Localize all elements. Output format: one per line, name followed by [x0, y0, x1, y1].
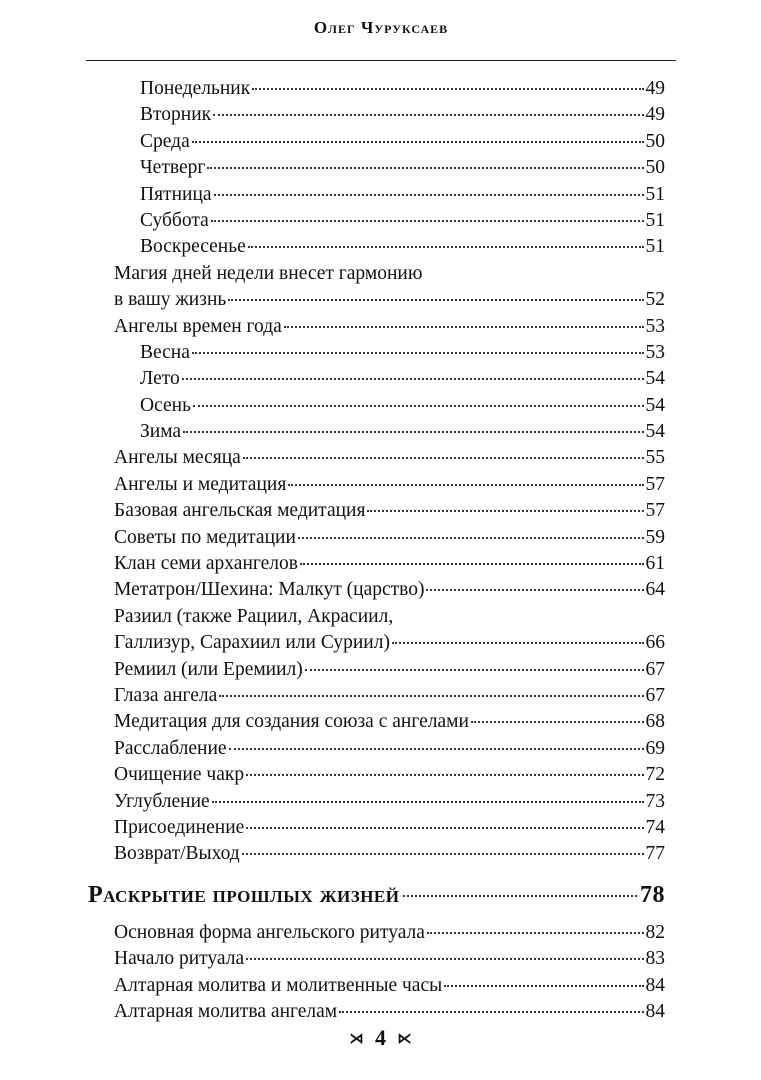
- toc-entry-title: Глаза ангела: [114, 684, 218, 706]
- toc-entry[interactable]: [0, 474, 665, 500]
- toc-entry-page: 51: [645, 209, 665, 231]
- toc-entry[interactable]: [0, 791, 665, 817]
- table-of-contents: [0, 78, 761, 1027]
- dot-leader: [284, 326, 644, 328]
- dot-leader: [183, 431, 643, 433]
- toc-entry-title: Очищение чакр: [114, 764, 245, 786]
- toc-entry[interactable]: [0, 500, 665, 526]
- toc-entry-title: Советы по медитации: [114, 526, 296, 548]
- toc-entry[interactable]: [0, 685, 665, 711]
- dot-leader: [192, 352, 644, 354]
- dot-leader: [207, 167, 643, 169]
- dot-leader: [427, 932, 644, 934]
- dot-leader: [243, 457, 644, 459]
- toc-entry[interactable]: [0, 632, 665, 658]
- toc-entry-title: Алтарная молитва ангелам: [114, 1000, 338, 1022]
- dot-leader: [212, 801, 644, 803]
- toc-entry[interactable]: [0, 1001, 665, 1027]
- toc-entry-title: Ремиил (или Еремиил): [114, 658, 303, 680]
- running-header: Олег Чуруксаев: [313, 18, 449, 37]
- toc-entry-title: Возврат/Выход: [114, 843, 240, 865]
- toc-entry-page: 57: [645, 473, 665, 495]
- toc-entry-page: 61: [645, 553, 665, 575]
- ornament-left-icon: ⋊: [349, 1032, 364, 1048]
- toc-entry[interactable]: [0, 606, 665, 632]
- toc-entries: [0, 78, 761, 870]
- page-footer: [0, 1025, 761, 1051]
- toc-entry-title: Ангелы и медитация: [114, 473, 287, 495]
- toc-entry-page: 64: [645, 579, 665, 601]
- toc-section-entries: [0, 922, 761, 1028]
- toc-entry-page: 59: [645, 526, 665, 548]
- dot-leader: [252, 88, 643, 90]
- toc-entry-title: Зима: [140, 421, 182, 443]
- toc-entry-page: 74: [645, 816, 665, 838]
- toc-entry-page: 68: [645, 711, 665, 733]
- dot-leader: [211, 220, 644, 222]
- toc-entry-title: Ангелы месяца: [114, 447, 241, 469]
- toc-entry-title: Разиил (также Рациил, Акрасиил,: [114, 605, 394, 627]
- toc-entry[interactable]: [0, 342, 665, 368]
- dot-leader: [246, 827, 643, 829]
- toc-entry-page: 69: [645, 737, 665, 759]
- toc-entry[interactable]: [0, 316, 665, 342]
- toc-entry-page: 54: [645, 421, 665, 443]
- toc-entry-page: 50: [645, 130, 665, 152]
- dot-leader: [228, 299, 643, 301]
- toc-entry[interactable]: [0, 421, 665, 447]
- dot-leader: [246, 958, 643, 960]
- toc-entry-title: Вторник: [140, 104, 212, 126]
- toc-entry-title: Весна: [140, 341, 190, 363]
- toc-entry-page: 77: [645, 843, 665, 865]
- toc-entry-title: Начало ритуала: [114, 948, 245, 970]
- toc-entry[interactable]: [0, 184, 665, 210]
- toc-entry[interactable]: [0, 78, 665, 104]
- toc-entry[interactable]: [0, 659, 665, 685]
- toc-entry-title: Основная форма ангельского ритуала: [114, 921, 425, 943]
- toc-entry-page: 54: [645, 368, 665, 390]
- toc-entry-page: 67: [645, 684, 665, 706]
- toc-entry[interactable]: [0, 395, 665, 421]
- dot-leader: [305, 669, 644, 671]
- toc-entry-title: Понедельник: [140, 78, 251, 99]
- toc-entry-title: Клан семи архангелов: [114, 553, 298, 575]
- dot-leader: [213, 114, 643, 116]
- toc-entry-title: Алтарная молитва и молитвенные часы: [114, 974, 443, 996]
- dot-leader: [229, 748, 644, 750]
- toc-entry-page: 84: [645, 974, 665, 996]
- dot-leader: [182, 378, 644, 380]
- toc-entry[interactable]: [0, 131, 665, 157]
- toc-entry[interactable]: [0, 236, 665, 262]
- section-page: 78: [640, 881, 665, 908]
- toc-entry[interactable]: [0, 447, 665, 473]
- toc-entry-title: Ангелы времен года: [114, 315, 282, 337]
- toc-entry-title: Лето: [140, 368, 180, 390]
- toc-entry-title: Осень: [140, 394, 191, 416]
- dot-leader: [392, 642, 644, 644]
- toc-entry-page: 72: [645, 764, 665, 786]
- toc-entry-page: 67: [645, 658, 665, 680]
- toc-entry-title: Присоединение: [114, 816, 245, 838]
- toc-entry-title: Расслабление: [114, 737, 227, 759]
- dot-leader: [248, 246, 644, 248]
- toc-entry[interactable]: [0, 368, 665, 394]
- toc-entry-page: 73: [645, 790, 665, 812]
- dot-leader: [403, 895, 638, 897]
- dot-leader: [300, 563, 644, 565]
- dot-leader: [426, 589, 643, 591]
- dot-leader: [192, 141, 644, 143]
- toc-entry-page: 50: [645, 157, 665, 179]
- dot-leader: [242, 853, 644, 855]
- toc-entry-page: 53: [645, 341, 665, 363]
- toc-entry[interactable]: [0, 553, 665, 579]
- toc-entry[interactable]: [0, 764, 665, 790]
- dot-leader: [339, 1011, 643, 1013]
- toc-entry-title: Магия дней недели внесет гармонию: [114, 262, 423, 284]
- toc-entry-title: Медитация для создания союза с ангелами: [114, 711, 469, 733]
- section-title: Раскрытие прошлых жизней: [88, 881, 400, 908]
- toc-entry-title: Углубление: [114, 790, 210, 812]
- toc-entry-page: 49: [645, 78, 665, 99]
- toc-entry-page: 53: [645, 315, 665, 337]
- ornament-right-icon: ⋉: [397, 1032, 412, 1048]
- toc-entry[interactable]: [0, 263, 665, 289]
- dot-leader: [367, 510, 643, 512]
- toc-entry-title: в вашу жизнь: [114, 289, 227, 311]
- toc-entry-page: 52: [645, 289, 665, 311]
- dot-leader: [246, 774, 643, 776]
- toc-entry-title: Воскресенье: [140, 236, 246, 258]
- toc-entry-page: 54: [645, 394, 665, 416]
- dot-leader: [471, 721, 644, 723]
- toc-entry[interactable]: [0, 817, 665, 843]
- toc-entry-page: 84: [645, 1000, 665, 1022]
- toc-entry-title: Галлизур, Сарахиил или Суриил): [114, 632, 390, 654]
- dot-leader: [288, 484, 643, 486]
- toc-entry[interactable]: [0, 210, 665, 236]
- toc-entry-title: Суббота: [140, 209, 209, 231]
- toc-entry[interactable]: [0, 975, 665, 1001]
- toc-section-heading[interactable]: [0, 882, 665, 922]
- toc-entry[interactable]: [0, 104, 665, 130]
- toc-entry[interactable]: [0, 527, 665, 553]
- toc-entry[interactable]: [0, 948, 665, 974]
- toc-entry-page: 51: [645, 183, 665, 205]
- toc-entry[interactable]: [0, 738, 665, 764]
- toc-entry-page: 55: [645, 447, 665, 469]
- toc-entry-title: Пятница: [140, 183, 212, 205]
- toc-entry-page: 57: [645, 500, 665, 522]
- toc-entry[interactable]: [0, 843, 665, 869]
- toc-entry-page: 83: [645, 948, 665, 970]
- page-number: 4: [375, 1025, 386, 1050]
- dot-leader: [193, 405, 644, 407]
- toc-entry[interactable]: [0, 157, 665, 183]
- toc-entry[interactable]: [0, 922, 665, 948]
- toc-entry[interactable]: [0, 579, 665, 605]
- toc-entry[interactable]: [0, 711, 665, 737]
- toc-entry-title: Четверг: [140, 157, 206, 179]
- dot-leader: [444, 985, 643, 987]
- toc-entry-page: 66: [645, 632, 665, 654]
- toc-entry-title: Среда: [140, 130, 190, 152]
- toc-entry-page: 51: [645, 236, 665, 258]
- toc-entry-page: 49: [645, 104, 665, 126]
- toc-entry-title: Базовая ангельская медитация: [114, 500, 366, 522]
- dot-leader: [214, 194, 644, 196]
- toc-entry[interactable]: [0, 289, 665, 315]
- toc-entry-page: 82: [645, 921, 665, 943]
- dot-leader: [219, 695, 643, 697]
- header-rule: [86, 60, 676, 61]
- toc-entry-title: Метатрон/Шехина: Малкут (царство): [114, 579, 425, 601]
- dot-leader: [298, 537, 644, 539]
